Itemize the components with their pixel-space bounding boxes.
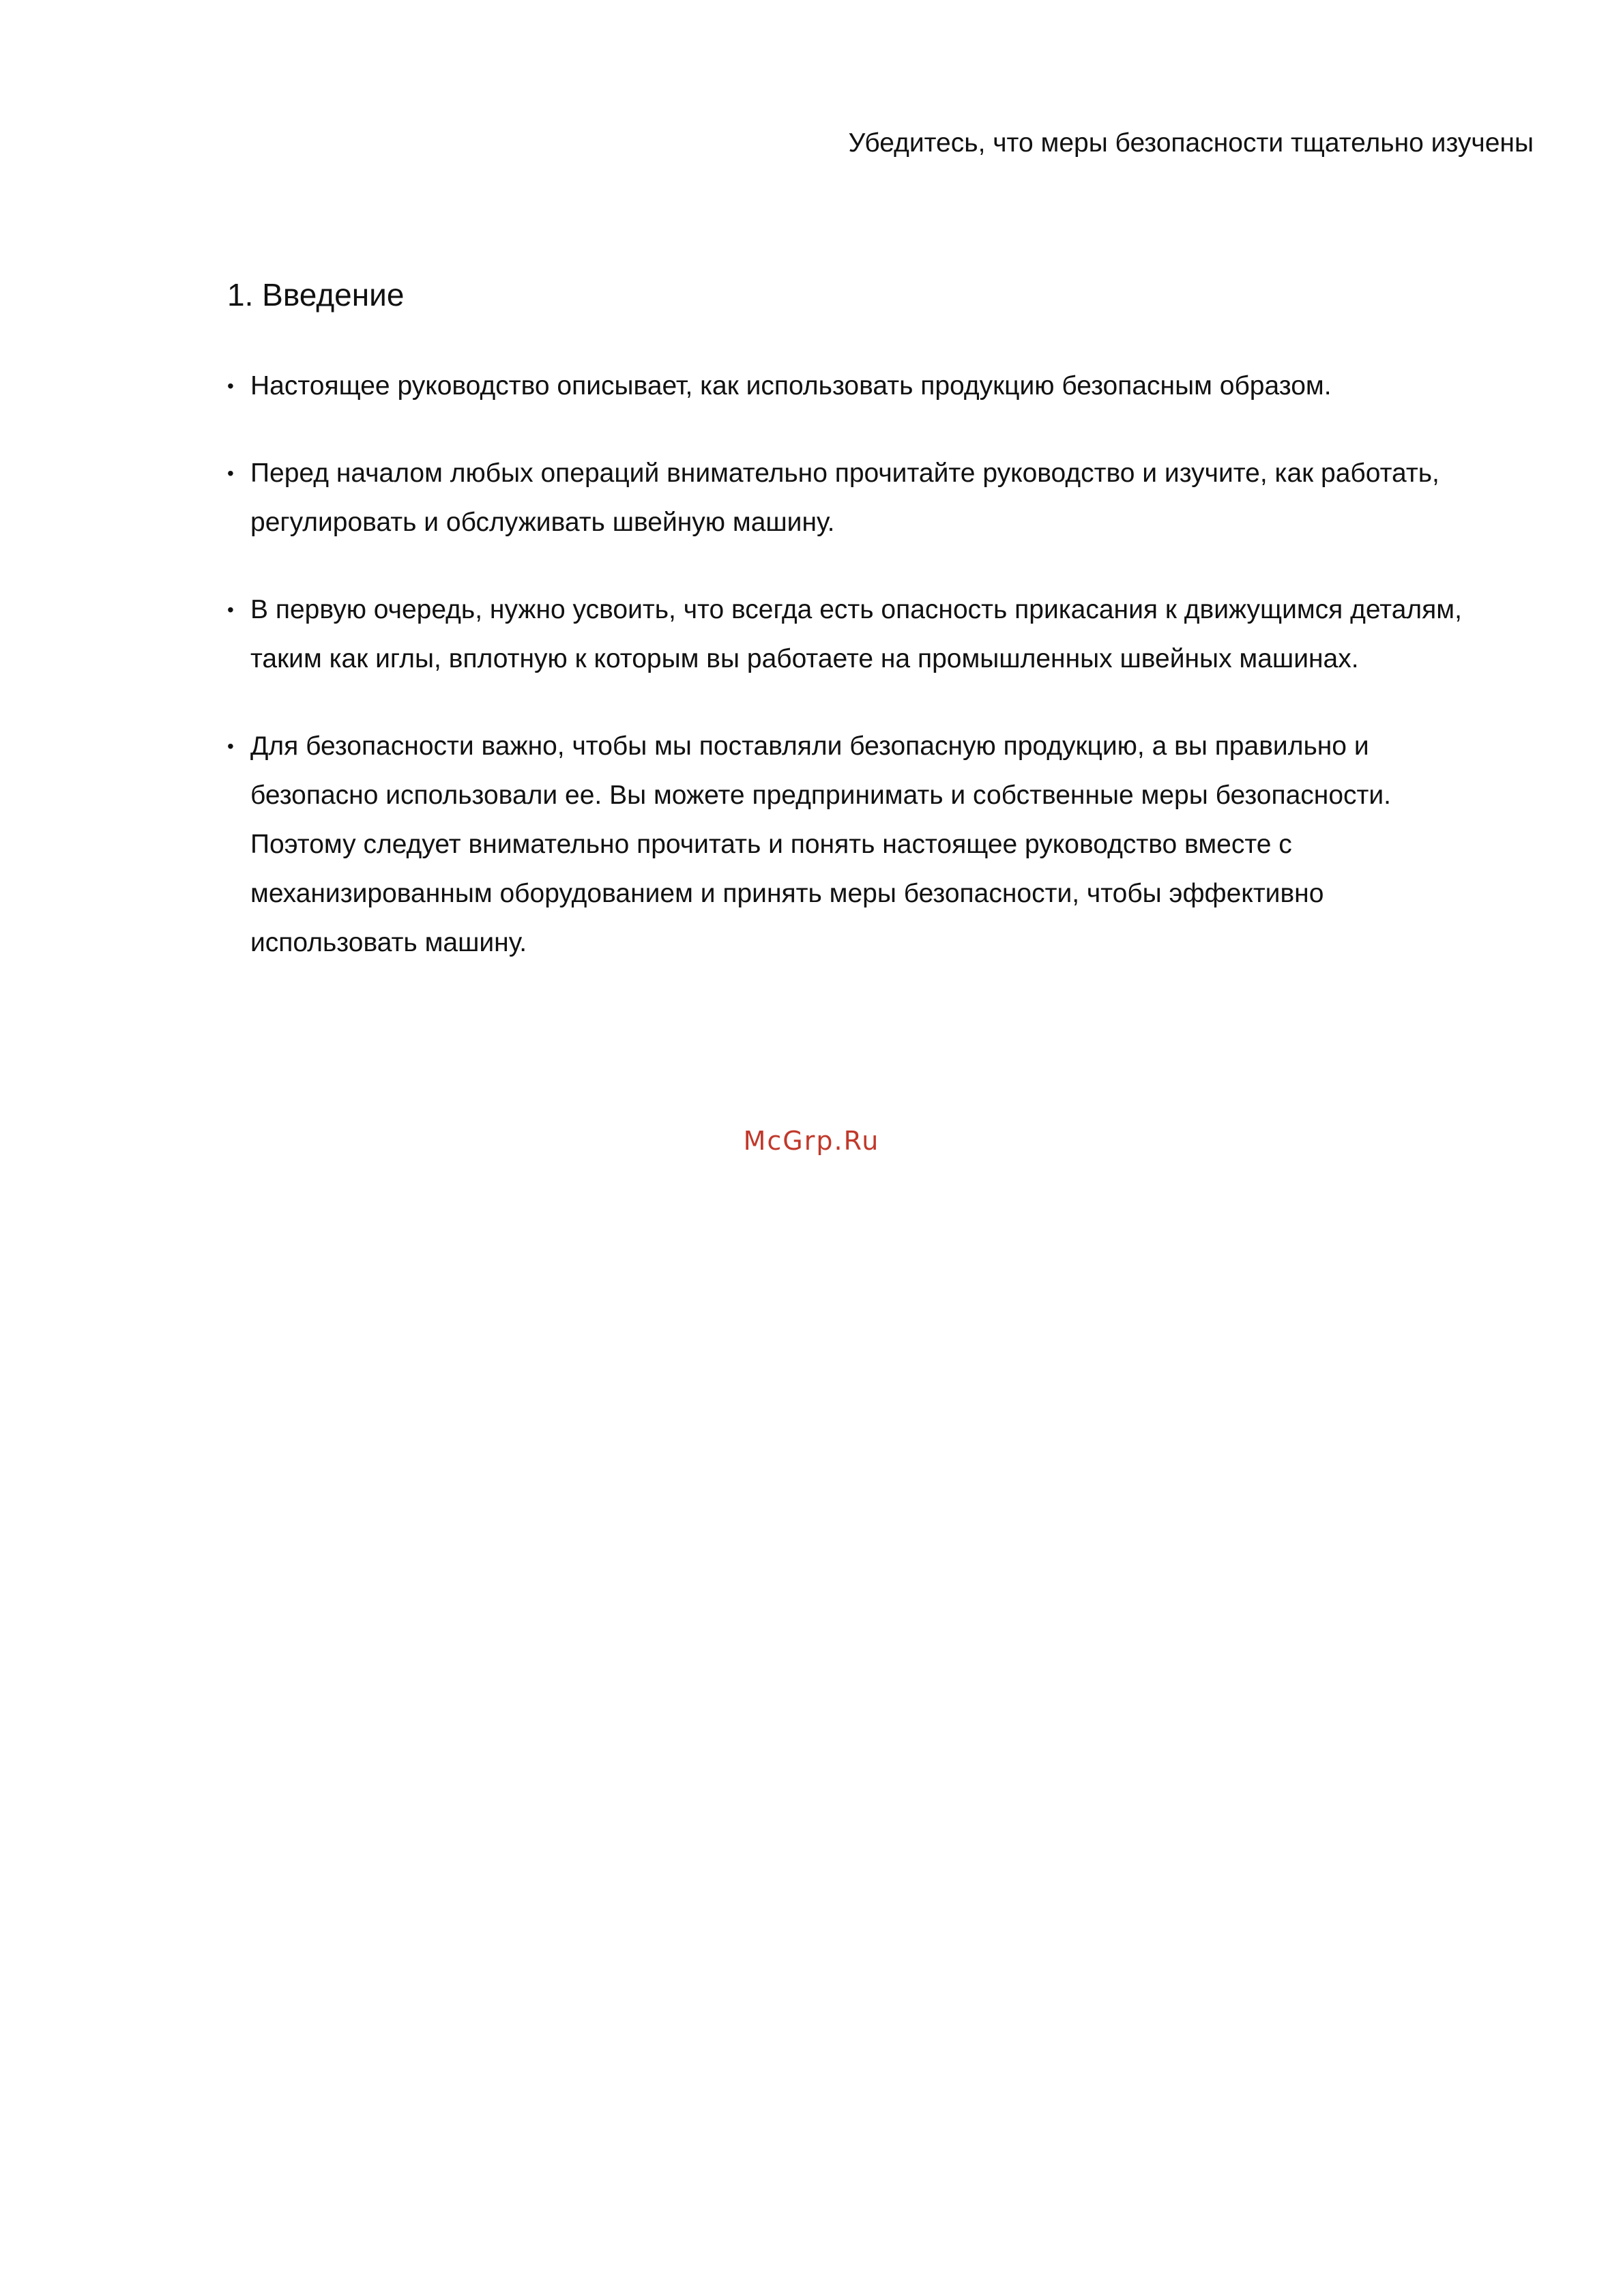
paragraph-line: механизированным оборудованием и принять меры безопасности, чтобы эффективно (250, 879, 1324, 908)
bullet-icon: • (227, 463, 234, 484)
paragraph-line: безопасно использовали ее. Вы можете предпринимать и собственные меры безопасности. (250, 781, 1391, 810)
watermark: McGrp.Ru (743, 1126, 880, 1156)
running-header: Убедитесь, что меры безопасности тщательно изучены (848, 128, 1534, 158)
list-item (227, 722, 1523, 968)
list-item (227, 449, 1523, 547)
paragraph-line: Поэтому следует внимательно прочитать и понять настоящее руководство вместе с (250, 830, 1292, 859)
paragraph-line: Настоящее руководство описывает, как использовать продукцию безопасным образом. (250, 371, 1332, 401)
bullet-list (227, 362, 1523, 1006)
bullet-icon: • (227, 736, 234, 757)
list-item (227, 362, 1523, 411)
bullet-icon: • (227, 375, 234, 396)
paragraph-line: таким как иглы, вплотную к которым вы работаете на промышленных швейных машинах. (250, 644, 1359, 673)
list-item (227, 585, 1523, 684)
paragraph-line: Для безопасности важно, чтобы мы поставляли безопасную продукцию, а вы правильно и (250, 731, 1369, 761)
bullet-icon: • (227, 599, 234, 620)
section-title: 1. Введение (227, 277, 405, 313)
paragraph-line: В первую очередь, нужно усвоить, что всегда есть опасность прикасания к движущимся деталям, (250, 595, 1462, 624)
paragraph-line: Перед началом любых операций внимательно прочитайте руководство и изучите, как работать, (250, 459, 1439, 488)
paragraph-line: регулировать и обслуживать швейную машину. (250, 508, 835, 537)
paragraph-line: использовать машину. (250, 928, 527, 957)
